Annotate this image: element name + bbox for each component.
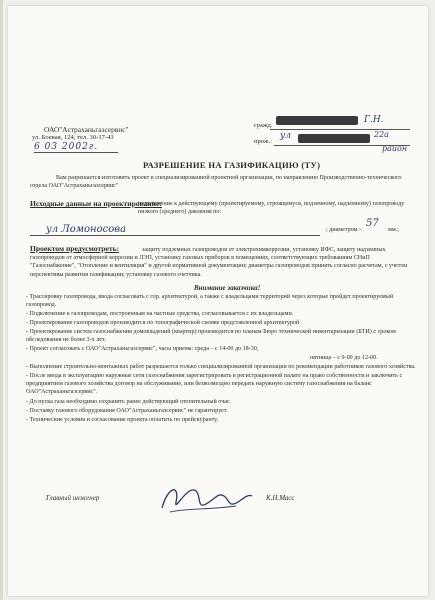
diameter-unit: мм.; <box>388 227 399 233</box>
document-sheet <box>8 6 428 596</box>
org-name: ОАО"Астраханьгазсервис" <box>44 125 129 134</box>
list-item: - Трассировку газопровода, ввода согласовать с гор. архитектурой, а также с владельцами территорий через которые пройдет проектируемый газопровод. <box>26 294 394 309</box>
office-hours-friday: пятница – с 9-00 до 12-00. <box>310 355 378 361</box>
date-underline <box>34 152 118 153</box>
intro-paragraph: Вам разрешается изготовить проект в специализированной проектной организации, по направлению Производственно-технического отдела ОАО"Астраханьгазсервис" <box>30 175 402 190</box>
citizen-label: гражд. <box>254 122 273 129</box>
initial-data-connection: подключение к действующему (проектируемому, строящемуся, подземному, надземному) газопроводу низкого (среднего) давления по: <box>138 201 405 216</box>
residence-label: прож.: <box>254 138 272 145</box>
initial-data-heading: Исходные данные на проектирование: <box>30 199 162 208</box>
diameter-value-handwritten: 57 <box>366 218 379 229</box>
street-underline <box>30 235 320 236</box>
residence-extra-handwritten: 22а <box>374 130 389 139</box>
list-item: - Подключение к газопроводам, построенным на частные средства, согласовывается с их владельцами. <box>26 311 294 317</box>
list-item: - После ввода в эксплуатацию наружные сети газоснабжения зарегистрировать в регистрационной палате на право собственности и заключить с предприятием газового хозяйства договор на обслуживание, или безвозмездно передать наружную систему газоснабжения на баланс ОАО"Астраханьгазсервис". <box>26 373 403 396</box>
list-item: - Проектирование систем газоснабжения домовладений (квартир) производится по планам Бюро технической инвентаризации (БТИ) с сроком обследования не более 3-х лет. <box>26 329 396 344</box>
project-heading: Проектом предусмотреть: <box>30 244 120 253</box>
list-item: - Поставку газового оборудования ОАО"Астраханьгазсервис" не гарантирует. <box>26 408 228 414</box>
list-item: - Выполнение строительно-монтажных работ разрешается только специализированной организации по рекомендации работников газового хозяйства. <box>26 364 416 370</box>
list-item: - Технические условия и согласование проекта оплатить по прейскуранту. <box>26 417 219 423</box>
scan-edge <box>0 0 3 600</box>
handwritten-signature <box>158 478 254 518</box>
document-title: РАЗРЕШЕНИЕ НА ГАЗИФИКАЦИЮ (ТУ) <box>143 160 321 170</box>
org-address: ул. Боевая, 124, тел. 30-17-43 <box>32 134 114 141</box>
diameter-label: ; диаметром - <box>326 227 361 233</box>
citizen-underline <box>270 129 410 130</box>
redacted-name <box>276 116 358 125</box>
signature-name: К.Н.Масс <box>266 494 295 502</box>
residence-underline <box>274 145 410 146</box>
attention-heading: Внимание заказчика! <box>194 284 261 292</box>
project-text: защиту подземных газопроводов от электрохимкоррозии, установку ИФС, защиту надземных газопроводов от атмосферной коррозии и ЛЭП, установку газовых приборов в помещениях, соответствующих требованиям СНиП "Газоснабжение", "Отопление и вентиляция" и другой нормативной документации; диаметры газопроводов принять согласно расчетам, с учетом перспективы развития газификации; установку газового счетчика. <box>30 247 408 278</box>
date-handwritten: 6 03 2002г. <box>34 142 99 152</box>
list-item: - До пуска газа необходимо сохранить ранее действующий отопительный очаг. <box>26 399 231 405</box>
signature-title: Главный инженер <box>46 494 100 502</box>
list-item: - Проект согласовать с ОАО"Астраханьгазсервис", часы приема: среда – с 14-00 до 18-30, <box>26 346 259 352</box>
district-handwritten: район <box>382 144 408 153</box>
street-handwritten: ул Ломоносова <box>46 224 127 235</box>
residence-handwritten: ул <box>280 131 291 141</box>
citizen-name-handwritten: Г.Н. <box>364 115 384 125</box>
redacted-address <box>298 134 370 143</box>
list-item: - Проектирование газопроводов производится по топографической съемке представленной архитектурой <box>26 320 300 326</box>
